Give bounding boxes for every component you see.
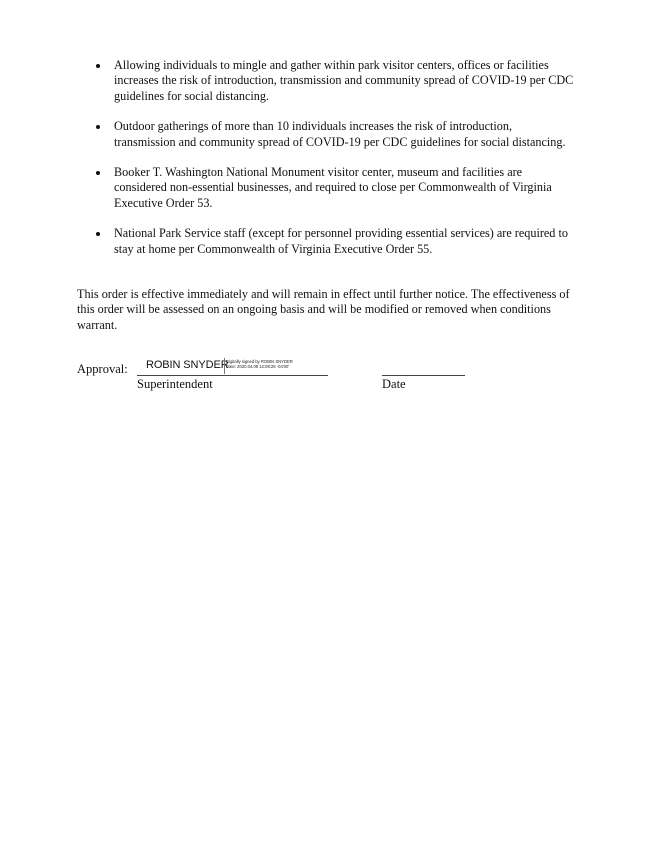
bullet-text: Allowing individuals to mingle and gather within park visitor centers, offices or facilities increases the risk of introduction, transmission and community spread of COVID-19 per CDC guidelines for social distancing. xyxy=(114,58,574,103)
bullet-icon xyxy=(96,125,100,129)
bullet-item xyxy=(96,226,576,257)
bullet-item xyxy=(96,119,576,150)
signature-divider xyxy=(224,358,225,374)
bullet-text: Booker T. Washington National Monument visitor center, museum and facilities are considered non-essential businesses, and required to close per Commonwealth of Virginia Executive Order 53. xyxy=(114,165,552,210)
date-label: Date xyxy=(382,377,406,391)
bullet-text: National Park Service staff (except for personnel providing essential services) are required to stay at home per Commonwealth of Virginia Executive Order 55. xyxy=(114,226,568,256)
signature-signed-by: Digitally signed by ROBIN SNYDER xyxy=(226,359,293,364)
bullet-icon xyxy=(96,232,100,236)
bullet-item xyxy=(96,58,576,104)
approval-label: Approval: xyxy=(77,362,128,376)
bullet-icon xyxy=(96,64,100,68)
bullet-list xyxy=(96,58,576,272)
signature-name: ROBIN SNYDER xyxy=(146,359,229,371)
bullet-text: Outdoor gatherings of more than 10 individuals increases the risk of introduction, transmission and community spread of COVID-19 per CDC guidelines for social distancing. xyxy=(114,119,566,149)
bullet-item xyxy=(96,165,576,211)
order-paragraph: This order is effective immediately and will remain in effect until further notice. The effectiveness of this order will be assessed on an ongoing basis and will be modified or removed when conditions warrant. xyxy=(77,287,570,332)
signature-line xyxy=(137,375,328,376)
signature-date: Date: 2020.04.09 12:08:28 -04'00' xyxy=(226,364,290,370)
signer-title: Superintendent xyxy=(137,377,213,391)
date-line xyxy=(382,375,465,376)
bullet-icon xyxy=(96,171,100,175)
digital-signature-details xyxy=(226,359,293,369)
